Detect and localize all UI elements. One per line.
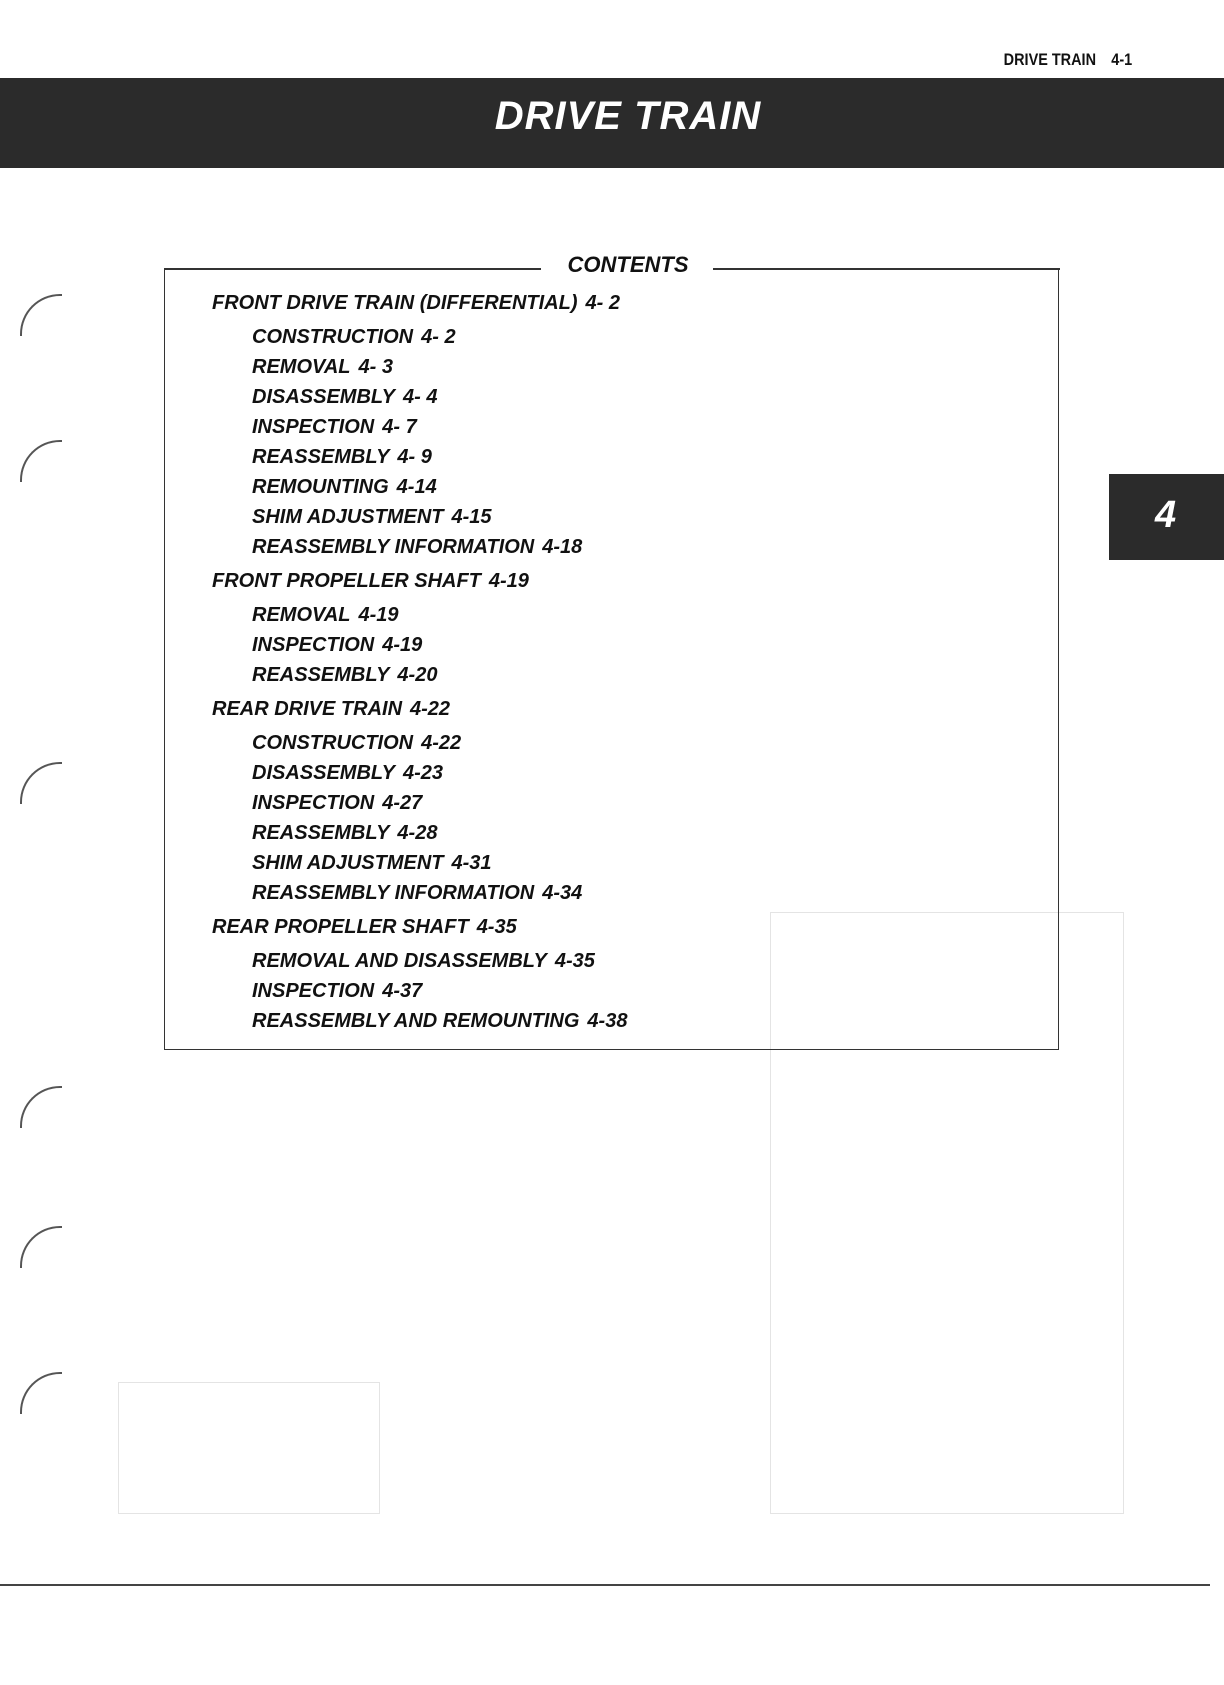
toc-entry-page: 4-34 bbox=[542, 882, 583, 904]
toc-entry-page: 4-15 bbox=[451, 506, 492, 528]
toc-entry-label: DISASSEMBLY bbox=[252, 386, 395, 408]
toc-entry-page: 4-22 bbox=[410, 698, 451, 720]
toc-entry-label: FRONT PROPELLER SHAFT bbox=[212, 570, 481, 592]
toc-entry-label: REMOVAL AND DISASSEMBLY bbox=[252, 950, 547, 972]
toc-entry-page: 4-14 bbox=[396, 476, 437, 498]
toc-entry-page: 4-19 bbox=[488, 570, 529, 592]
toc-entry-page: 4- 2 bbox=[585, 292, 620, 314]
toc-entry-label: CONSTRUCTION bbox=[252, 732, 414, 754]
binder-hole bbox=[20, 294, 62, 336]
binder-hole bbox=[20, 1226, 62, 1268]
toc-entry-page: 4-35 bbox=[476, 916, 517, 938]
toc-entry-page: 4-19 bbox=[382, 634, 423, 656]
toc-entry-label: REMOVAL bbox=[252, 356, 351, 378]
binder-hole bbox=[20, 1372, 62, 1414]
toc-entry-label: INSPECTION bbox=[252, 980, 375, 1002]
toc-entry-page: 4-38 bbox=[587, 1010, 628, 1032]
toc-entry-page: 4- 7 bbox=[382, 416, 417, 438]
binder-hole bbox=[20, 1086, 62, 1128]
bottom-rule bbox=[0, 1584, 1210, 1586]
binder-hole bbox=[20, 762, 62, 804]
toc-entry-label: REASSEMBLY INFORMATION bbox=[252, 882, 535, 904]
toc-entry-label: CONSTRUCTION bbox=[252, 326, 414, 348]
toc-entry-label: REAR PROPELLER SHAFT bbox=[212, 916, 469, 938]
toc-entry-label: SHIM ADJUSTMENT bbox=[252, 852, 444, 874]
show-through-table bbox=[118, 1382, 380, 1514]
toc-entry-page: 4-31 bbox=[451, 852, 492, 874]
toc-entry-label: REASSEMBLY bbox=[252, 664, 390, 686]
toc-entry-page: 4- 9 bbox=[397, 446, 432, 468]
contents-heading: CONTENTS bbox=[567, 252, 689, 277]
toc-entry-label: REAR DRIVE TRAIN bbox=[212, 698, 403, 720]
toc-entry-label: REASSEMBLY AND REMOUNTING bbox=[252, 1010, 580, 1032]
toc-entry-label: INSPECTION bbox=[252, 634, 375, 656]
toc-entry-label: REMOUNTING bbox=[252, 476, 389, 498]
running-header bbox=[1003, 50, 1132, 70]
toc-entry-page: 4-22 bbox=[421, 732, 462, 754]
chapter-tab-number: 4 bbox=[1155, 494, 1177, 536]
toc-entry-page: 4- 4 bbox=[402, 386, 438, 408]
toc-entry-page: 4-23 bbox=[402, 762, 444, 784]
toc-entry-page: 4-37 bbox=[382, 980, 423, 1002]
toc-entry-label: INSPECTION bbox=[252, 792, 375, 814]
toc-entry-label: REASSEMBLY INFORMATION bbox=[252, 536, 535, 558]
toc-entry-label: REMOVAL bbox=[252, 604, 351, 626]
toc-entry-label: SHIM ADJUSTMENT bbox=[252, 506, 444, 528]
toc-entry-page: 4-18 bbox=[542, 536, 583, 558]
toc-entry-page: 4- 3 bbox=[358, 356, 393, 378]
chapter-tab bbox=[1109, 474, 1224, 560]
toc-entry-label: REASSEMBLY bbox=[252, 822, 390, 844]
running-header-section: DRIVE TRAIN bbox=[1003, 50, 1096, 69]
toc-entry-page: 4-35 bbox=[554, 950, 595, 972]
binder-hole bbox=[20, 440, 62, 482]
toc-entry-page: 4-27 bbox=[382, 792, 423, 814]
toc-entry-label: INSPECTION bbox=[252, 416, 375, 438]
toc-entry-label: DISASSEMBLY bbox=[252, 762, 395, 784]
toc-entry-label: REASSEMBLY bbox=[252, 446, 390, 468]
toc-entry-page: 4-19 bbox=[358, 604, 399, 626]
toc-entry-page: 4- 2 bbox=[421, 326, 456, 348]
title-bar bbox=[0, 78, 1224, 168]
toc-entry-page: 4-28 bbox=[397, 822, 438, 844]
running-header-page-number: 4-1 bbox=[1111, 50, 1132, 69]
toc-entry-label: FRONT DRIVE TRAIN (DIFFERENTIAL) bbox=[212, 292, 578, 314]
page-title: DRIVE TRAIN bbox=[494, 94, 762, 138]
toc-entry-page: 4-20 bbox=[397, 664, 438, 686]
